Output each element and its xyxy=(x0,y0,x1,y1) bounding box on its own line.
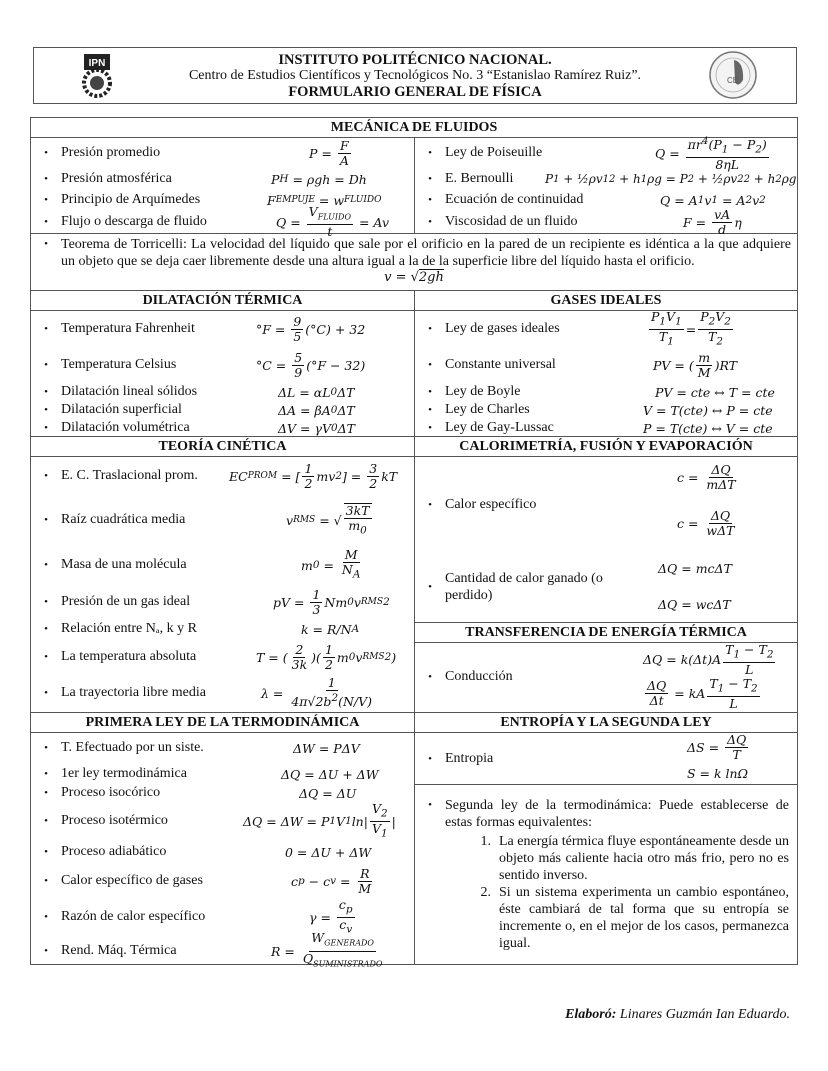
torricelli-block xyxy=(31,234,797,291)
formula-label: Proceso isocórico xyxy=(61,785,161,800)
bullet: • xyxy=(44,386,48,398)
author-label: Elaboró: xyxy=(565,1007,617,1022)
formula-label: Entropia xyxy=(445,750,494,766)
bullet: • xyxy=(44,238,48,250)
bullet: • xyxy=(428,323,432,335)
formula-gases-ideales: $\frac{P_1V_1}{T_1}$ = $\frac{P_2V_2}{T_2}$ xyxy=(651,309,731,347)
formula-label: Conducción xyxy=(445,669,513,684)
dilatacion-section xyxy=(31,291,415,436)
gases-section xyxy=(415,291,797,436)
bullet: • xyxy=(428,173,432,185)
list-text: Si un sistema experimenta un cambio espontáneo, éste cambiará de tal forma que su entropía se incremente o, en el mejor de los casos, permanezca igual. xyxy=(499,885,789,951)
formula-torricelli: v = √2gh xyxy=(384,270,444,285)
formula-label: La trayectoria libre media xyxy=(61,685,206,700)
bullet: • xyxy=(428,386,432,398)
formula-gay-lussac: P = T(cte) ↔ V = cte xyxy=(643,420,773,436)
formula-label: Principio de Arquímedes xyxy=(61,192,201,207)
bullet: • xyxy=(44,623,48,635)
formula-entropia-delta: ΔS = $\frac{\Delta Q}{T}$ xyxy=(687,732,747,762)
formula-label: Presión de un gas ideal xyxy=(61,594,191,609)
svg-text:CE: CE xyxy=(727,76,739,85)
formula-cantidad-calor-w: ΔQ = wcΔT xyxy=(658,597,731,612)
formula-label: Dilatación lineal sólidos xyxy=(61,384,198,399)
institution-name: INSTITUTO POLITÉCNICO NACIONAL. xyxy=(278,52,552,68)
section-title-fluidos: MECÁNICA DE FLUIDOS xyxy=(31,118,797,138)
formula-label: T. Efectuado por un siste. xyxy=(61,740,204,755)
formula-trabajo: ΔW = PΔV xyxy=(293,740,360,756)
formula-celsius: °C = $\frac{5}{9}$ (°F − 32) xyxy=(256,349,366,380)
bullet: • xyxy=(44,323,48,335)
calorimetria-section xyxy=(415,437,797,623)
entropia-section xyxy=(415,713,797,964)
cecyt-logo-icon xyxy=(708,50,758,100)
bullet: • xyxy=(428,359,432,371)
formula-constante-universal: PV = ( $\frac{m}{M}$ )RT xyxy=(653,349,737,380)
formula-label: Raíz cuadrática media xyxy=(61,512,186,527)
bullet: • xyxy=(44,194,48,206)
bullet: • xyxy=(44,875,48,887)
formula-temperatura-absoluta: T = ( $\frac{2}{3k}$ )( $\frac{1}{2}$ m 0 v RMS 2 ) xyxy=(256,641,397,672)
formula-label: Dilatación superficial xyxy=(61,402,182,417)
torricelli-text: Teorema de Torricelli: La velocidad del líquido que sale por el orificio en la pared de un recipiente es idéntica a la que adquiere un objeto que se deja caer libremente desde una altura igual a la de la superficie libre del líquido hasta el orificio. xyxy=(61,237,791,269)
formula-boyle: PV = cte ↔ T = cte xyxy=(655,384,775,400)
bullet: • xyxy=(44,470,48,482)
formula-rendimiento: R = $\frac{W_{GENERADO}}{Q_{SUMINISTRADO}}$ xyxy=(271,930,383,968)
formula-label: Flujo o descarga de fluido xyxy=(61,214,207,229)
bullet: • xyxy=(44,846,48,858)
formula-entropia-boltzmann: S = k lnΩ xyxy=(687,766,748,781)
formula-presion-gas-ideal: pV = $\frac{1}{3}$ Nm 0 v RMS 2 xyxy=(273,586,390,617)
formula-label: Presión atmosférica xyxy=(61,171,172,186)
ipn-logo-icon xyxy=(80,51,114,99)
bullet: • xyxy=(44,945,48,957)
bullet: • xyxy=(44,404,48,416)
bullet: • xyxy=(428,581,432,593)
segunda-ley-block xyxy=(415,785,797,952)
bullet: • xyxy=(428,404,432,416)
formula-label: Masa de una molécula xyxy=(61,557,187,572)
bullet: • xyxy=(428,216,432,228)
formula-sheet xyxy=(30,117,798,968)
bullet: • xyxy=(44,422,48,434)
formula-dilatacion-lineal: ΔL = αL 0 ΔT xyxy=(278,384,355,400)
bullet: • xyxy=(44,815,48,827)
bullet: • xyxy=(44,768,48,780)
list-item xyxy=(473,884,789,952)
cinetica-section xyxy=(31,437,415,712)
bullet: • xyxy=(44,651,48,663)
section-title-primera-ley: PRIMERA LEY DE LA TERMODINÁMICA xyxy=(31,713,414,733)
formula-label: La temperatura absoluta xyxy=(61,649,197,664)
school-name: Centro de Estudios Científicos y Tecnológicos No. 3 “Estanislao Ramírez Ruiz”. xyxy=(188,68,642,83)
transferencia-section xyxy=(415,623,797,711)
formula-label: Presión promedio xyxy=(61,145,161,160)
bullet: • xyxy=(428,752,432,765)
primera-ley-section xyxy=(31,713,415,968)
document-header xyxy=(33,47,797,104)
formula-cantidad-calor-m: ΔQ = mcΔT xyxy=(658,561,732,576)
formula-presion-promedio: P = $\frac{F}{A}$ xyxy=(309,137,349,168)
fluidos-left xyxy=(31,137,415,240)
formula-charles: V = T(cte) ↔ P = cte xyxy=(643,402,773,418)
formula-label: Calor específico xyxy=(445,497,537,512)
formula-label: E. Bernoulli xyxy=(445,171,514,186)
formula-calor-especifico-m: c = $\frac{\Delta Q}{\text{mΔT}}$ xyxy=(677,462,736,492)
document-title: FORMULARIO GENERAL DE FÍSICA xyxy=(288,84,542,100)
fluidos-right xyxy=(415,135,797,237)
formula-dilatacion-volumetrica: ΔV = γV 0 ΔT xyxy=(278,420,355,436)
segunda-ley-list xyxy=(415,831,797,952)
bullet: • xyxy=(44,359,48,371)
bullet: • xyxy=(44,596,48,608)
section-title-dilatacion: DILATACIÓN TÉRMICA xyxy=(31,291,414,311)
formula-relacion-k: k = R/N A xyxy=(301,621,360,637)
formula-poiseuille: Q = $\frac{\pi r^4(P_1 - P_2)}{8\eta L}$ xyxy=(655,135,767,172)
formula-label: Cantidad de calor ganado (o perdido) xyxy=(445,571,603,603)
formula-viscosidad: F = $\frac{vA}{d}$ η xyxy=(683,206,742,237)
formula-label: Temperatura Fahrenheit xyxy=(61,321,195,336)
formula-calor-especifico-gases: c p − c v = $\frac{R}{M}$ xyxy=(291,865,372,896)
formula-label: Ley de Gay-Lussac xyxy=(445,420,554,435)
list-number: 2. xyxy=(480,885,491,900)
list-number: 1. xyxy=(480,834,491,849)
bullet: • xyxy=(428,799,432,811)
formula-label: Viscosidad de un fluido xyxy=(445,214,578,229)
list-text: La energía térmica fluye espontáneamente desde un objeto más caliente hacia otro más frio, pero no es sentido inverso. xyxy=(499,834,789,883)
formula-presion-atmosferica: P H = ρgh = Dh xyxy=(271,171,367,187)
bullet: • xyxy=(44,787,48,799)
bullet: • xyxy=(428,147,432,159)
formula-label: Relación entre Nₐ, k y R xyxy=(61,621,198,636)
formula-rms: v RMS = √ $\frac{3kT}{m_0}$ xyxy=(286,502,370,537)
bullet: • xyxy=(44,514,48,526)
formula-flujo: Q = $\frac{V_{FLUIDO}}{t}$ = Av xyxy=(276,203,390,240)
formula-label: 1er ley termodinámica xyxy=(61,766,187,781)
bullet: • xyxy=(44,742,48,754)
formula-trayectoria-libre: λ = $\frac{1}{4\pi√2b^2(N/V)}$ xyxy=(261,675,372,710)
formula-label: Ley de gases ideales xyxy=(445,321,560,336)
bullet: • xyxy=(44,173,48,185)
author-name: Linares Guzmán Ian Eduardo. xyxy=(619,1007,790,1022)
formula-bernoulli: P 1 + ½ρv 1 2 + h 1 ρg = P 2 + ½ρv 2 2 + h 2 ρg xyxy=(545,172,797,186)
bullet: • xyxy=(44,559,48,571)
bullet: • xyxy=(428,422,432,434)
bullet: • xyxy=(44,687,48,699)
formula-label: Ley de Poiseuille xyxy=(445,145,543,160)
formula-label: Ecuación de continuidad xyxy=(445,192,584,207)
formula-label: Dilatación volumétrica xyxy=(61,420,190,435)
formula-conduccion-2: $\frac{\Delta Q}{\Delta t}$ = kA $\frac{T_1 - T_2}{L}$ xyxy=(647,676,758,711)
section-title-transferencia: TRANSFERENCIA DE ENERGÍA TÉRMICA xyxy=(415,623,797,643)
section-title-entropia: ENTROPÍA Y LA SEGUNDA LEY xyxy=(415,713,797,733)
bullet: • xyxy=(428,671,432,683)
bullet: • xyxy=(44,147,48,159)
formula-dilatacion-superficial: ΔA = βA 0 ΔT xyxy=(278,402,355,418)
formula-isotermico: ΔQ = ΔW = P 1 V 1 ln| $\frac{V_2}{V_1}$ | xyxy=(243,801,396,839)
formula-conduccion-1: ΔQ = k(Δt)A $\frac{T_1 - T_2}{L}$ xyxy=(643,642,774,677)
list-item xyxy=(473,833,789,884)
formula-label: Constante universal xyxy=(445,357,556,372)
formula-label: Razón de calor específico xyxy=(61,909,206,924)
bullet: • xyxy=(44,911,48,923)
formula-label: Rend. Máq. Térmica xyxy=(61,943,177,958)
formula-label: Proceso adiabático xyxy=(61,844,167,859)
bullet: • xyxy=(428,194,432,206)
formula-arquimedes: F EMPUJE = w FLUIDO xyxy=(267,192,382,208)
formula-label: Calor específico de gases xyxy=(61,873,203,888)
formula-masa-molecula: m 0 = $\frac{M}{N_A}$ xyxy=(301,547,361,581)
author-signature xyxy=(565,1007,790,1023)
formula-adiabatico: 0 = ΔU + ΔW xyxy=(285,844,372,860)
formula-ec-traslacional: EC PROM = [ $\frac{1}{2}$ mv 2 ] = $\frac{3}{2}$ kT xyxy=(229,460,398,491)
formula-label: Ley de Charles xyxy=(445,402,530,417)
formula-isocorico: ΔQ = ΔU xyxy=(299,785,357,801)
bullet: • xyxy=(44,216,48,228)
formula-label: E. C. Traslacional prom. xyxy=(61,468,198,483)
bullet: • xyxy=(428,499,432,511)
formula-label: Ley de Boyle xyxy=(445,384,521,399)
formula-label: Proceso isotérmico xyxy=(61,813,168,828)
formula-continuidad: Q = A 1 v 1 = A 2 v 2 xyxy=(660,192,766,208)
svg-text:IPN: IPN xyxy=(88,58,106,69)
formula-fahrenheit: °F = $\frac{9}{5}$ (°C) + 32 xyxy=(256,313,366,344)
formula-primera-ley: ΔQ = ΔU + ΔW xyxy=(281,766,379,782)
formula-razon-calor: γ = $\frac{c_p}{c_v}$ xyxy=(309,897,353,935)
segunda-ley-text: Segunda ley de la termodinámica: Puede establecerse de estas formas equivalentes: xyxy=(445,798,789,830)
section-title-calorimetria: CALORIMETRÍA, FUSIÓN Y EVAPORACIÓN xyxy=(415,437,797,457)
formula-label: Temperatura Celsius xyxy=(61,357,177,372)
formula-calor-especifico-w: c = $\frac{\Delta Q}{\text{wΔT}}$ xyxy=(677,508,735,538)
section-title-gases: GASES IDEALES xyxy=(415,291,797,311)
calorimetria-transferencia-column xyxy=(415,437,797,712)
section-title-cinetica: TEORÍA CINÉTICA xyxy=(31,437,414,457)
